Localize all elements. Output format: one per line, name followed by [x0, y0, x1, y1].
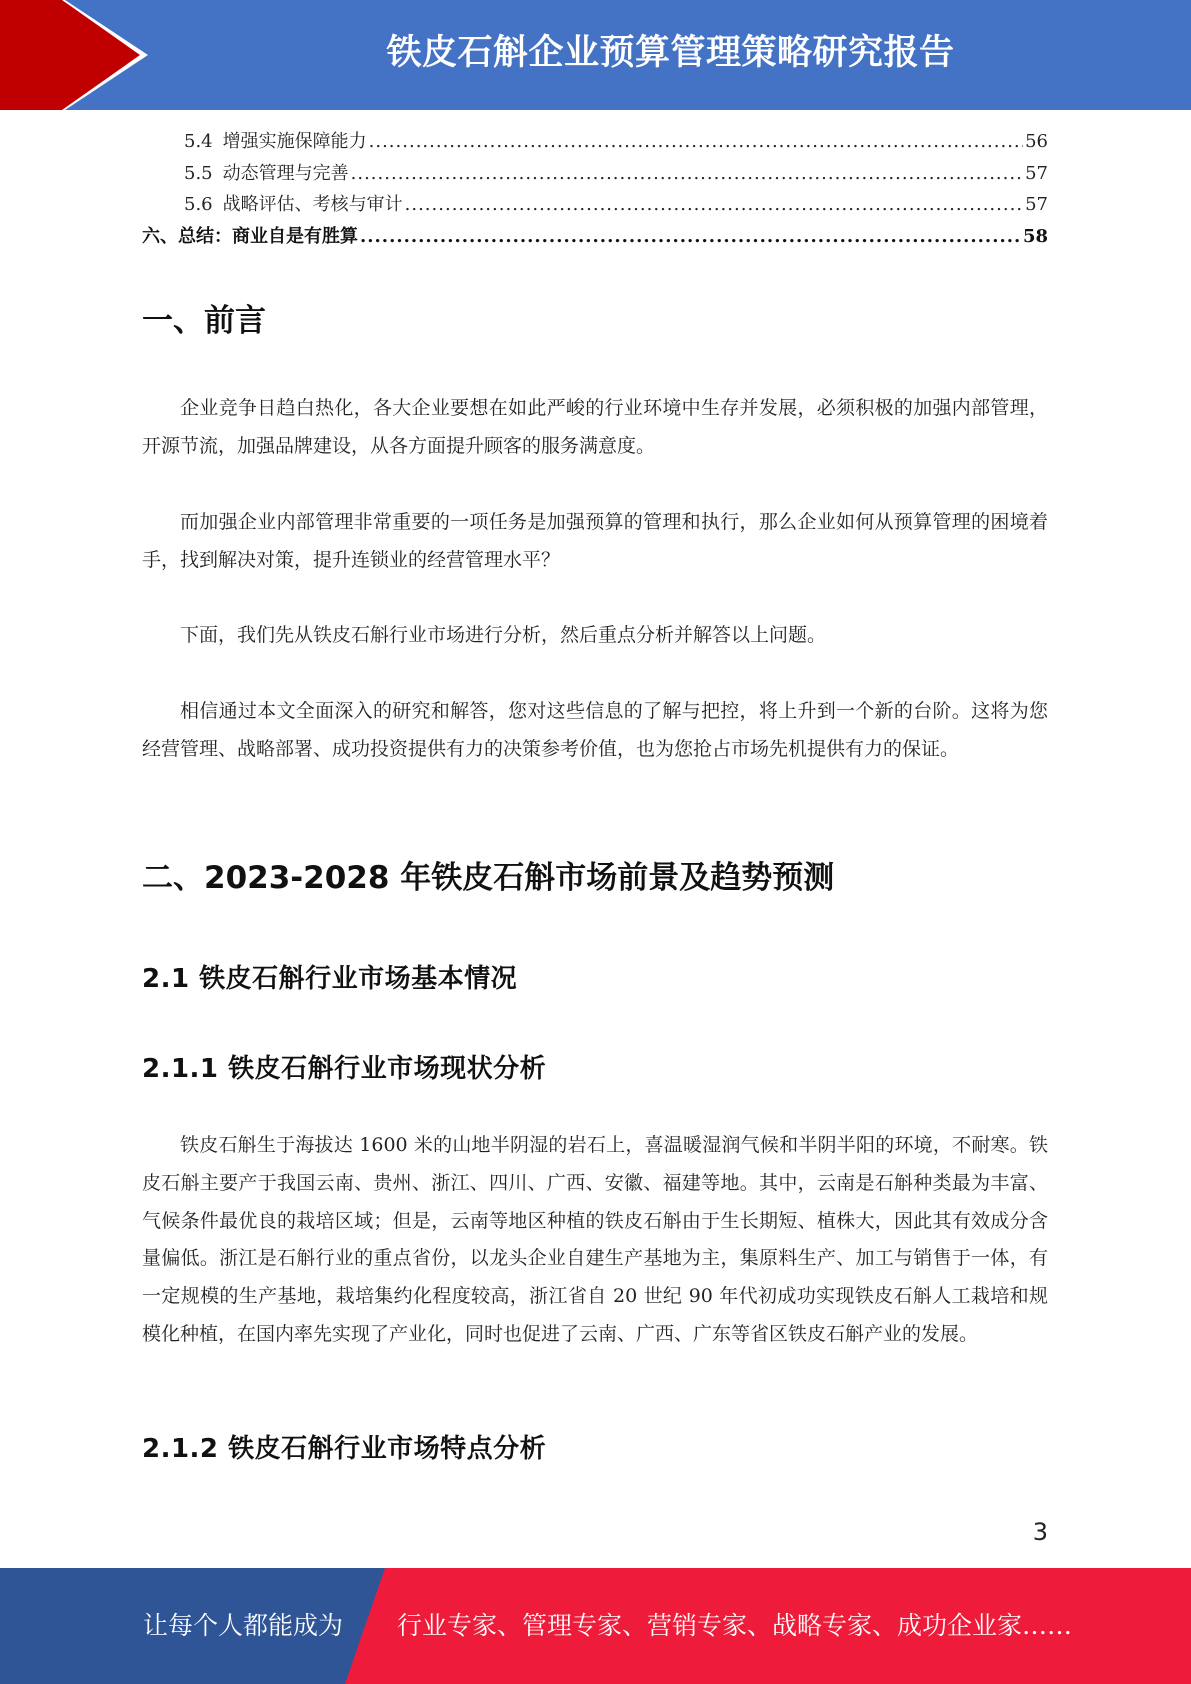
section-heading: 二、2023-2028 年铁皮石斛市场前景及趋势预测 — [142, 860, 835, 896]
footer-slogan-right: 行业专家、管理专家、营销专家、战略专家、成功企业家…… — [397, 1611, 1073, 1640]
subsection-heading: 2.1.2 铁皮石斛行业市场特点分析 — [142, 1434, 547, 1464]
subsection-heading: 2.1.1 铁皮石斛行业市场现状分析 — [142, 1054, 547, 1084]
header-banner — [0, 0, 1191, 110]
paragraph: 企业竞争日趋白热化，各大企业要想在如此严峻的行业环境中生存并发展，必须积极的加强内部管理，开源节流，加强品牌建设，从各方面提升顾客的服务满意度。 — [142, 397, 1048, 457]
toc-item-page: 56 — [1025, 131, 1048, 152]
toc-item[interactable] — [142, 190, 1048, 222]
toc-item[interactable] — [142, 222, 1048, 254]
toc-item-page: 57 — [1025, 194, 1048, 215]
paragraph: 下面，我们先从铁皮石斛行业市场进行分析，然后重点分析并解答以上问题。 — [180, 624, 827, 646]
subsection-heading: 2.1 铁皮石斛行业市场基本情况 — [142, 964, 518, 994]
paragraph: 而加强企业内部管理非常重要的一项任务是加强预算的管理和执行，那么企业如何从预算管理的困境着手，找到解决对策，提升连锁业的经营管理水平？ — [142, 511, 1048, 571]
toc-leader-dots — [360, 226, 1021, 247]
paragraph: 铁皮石斛生于海拔达 1600 米的山地半阴湿的岩石上，喜温暖湿润气候和半阴半阳的环境，不耐寒。铁皮石斛主要产于我国云南、贵州、浙江、四川、广西、安徽、福建等地。其中，云南是石斛种类最为丰富、气候条件最优良的栽培区域；但是，云南等地区种植的铁皮石斛由于生长期短、植株大，因此其有效成分含量偏低。浙江是石斛行业的重点省份，以龙头企业自建生产基地为主，集原料生产、加工与销售于一体，有一定规模的生产基地，栽培集约化程度较高，浙江省自 20 世纪 90 年代初成功实现铁皮石斛人工栽培和规模化种植，在国内率先实现了产业化，同时也促进了云南、广西、广东等省区铁皮石斛产业的发展。 — [142, 1134, 1048, 1345]
page-number: 3 — [1032, 1518, 1048, 1546]
footer-slogan-left: 让每个人都能成为 — [143, 1611, 344, 1640]
table-of-contents — [142, 127, 1048, 253]
toc-leader-dots — [369, 131, 1023, 152]
toc-item-number: 5.4 — [184, 131, 213, 152]
toc-item[interactable] — [142, 127, 1048, 159]
toc-item-label: 战略评估、考核与审计 — [222, 194, 403, 215]
chevron-decoration — [0, 0, 160, 110]
paragraph: 相信通过本文全面深入的研究和解答，您对这些信息的了解与把控，将上升到一个新的台阶。这将为您经营管理、战略部署、成功投资提供有力的决策参考价值，也为您抢占市场先机提供有力的保证。 — [142, 700, 1048, 760]
footer-banner — [0, 1568, 1191, 1684]
toc-item[interactable] — [142, 159, 1048, 191]
toc-item-label: 六、总结：商业自是有胜算 — [142, 225, 358, 247]
report-title: 铁皮石斛企业预算管理策略研究报告 — [386, 33, 955, 73]
toc-item-page: 58 — [1022, 225, 1048, 247]
toc-leader-dots — [351, 163, 1023, 184]
toc-item-label: 动态管理与完善 — [222, 162, 349, 184]
toc-item-label: 增强实施保障能力 — [222, 131, 367, 152]
section-heading: 一、前言 — [142, 303, 266, 339]
toc-item-number: 5.6 — [184, 194, 213, 215]
toc-leader-dots — [405, 194, 1023, 215]
toc-item-page: 57 — [1025, 162, 1048, 184]
toc-item-number: 5.5 — [184, 162, 213, 184]
